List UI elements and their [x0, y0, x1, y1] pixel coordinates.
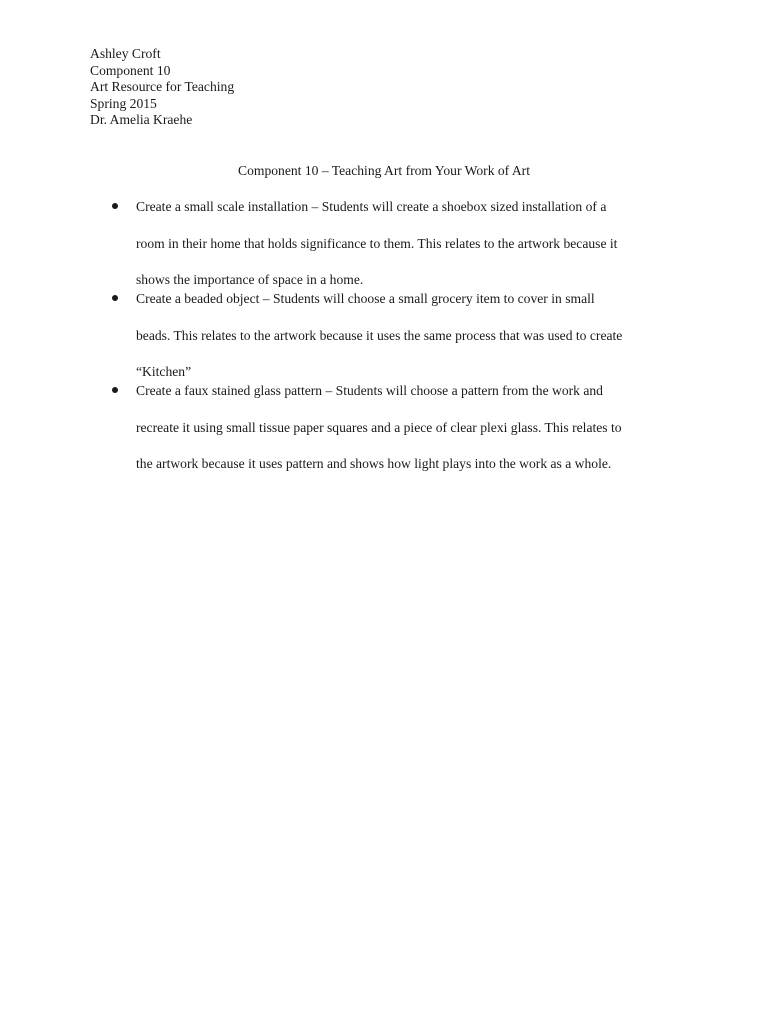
list-item: [110, 198, 690, 290]
list-item-line: recreate it using small tissue paper squares and a piece of clear plexi glass. This relates to: [136, 419, 622, 435]
list-item-line: shows the importance of space in a home.: [136, 272, 364, 287]
bullet-icon: [112, 295, 118, 301]
bullet-icon: [112, 203, 118, 209]
list-item-line: “Kitchen”: [136, 364, 192, 379]
list-item-line: Create a faux stained glass pattern – Students will choose a pattern from the work and: [136, 383, 603, 398]
bullet-icon: [112, 387, 118, 393]
instructor-name: Dr. Amelia Kraehe: [90, 112, 193, 127]
list-item-line: Create a small scale installation – Students will create a shoebox sized installation of a: [136, 199, 607, 214]
course-name: Art Resource for Teaching: [90, 79, 235, 94]
component-label: Component 10: [90, 62, 171, 78]
list-item: [110, 290, 690, 382]
term: Spring 2015: [90, 95, 157, 111]
list-item-line: Create a beaded object – Students will choose a small grocery item to cover in small: [136, 291, 595, 306]
list-item: [110, 382, 690, 474]
list-item-line: room in their home that holds significance to them. This relates to the artwork because it: [136, 235, 618, 251]
header-block: [90, 46, 234, 129]
document-title: Component 10 – Teaching Art from Your Work of Art: [238, 163, 530, 178]
author-name: Ashley Croft: [90, 46, 161, 61]
list-item-line: beads. This relates to the artwork because it uses the same process that was used to create: [136, 327, 623, 343]
list-item-line: the artwork because it uses pattern and shows how light plays into the work as a whole.: [136, 456, 612, 471]
bullet-list: [110, 198, 690, 474]
